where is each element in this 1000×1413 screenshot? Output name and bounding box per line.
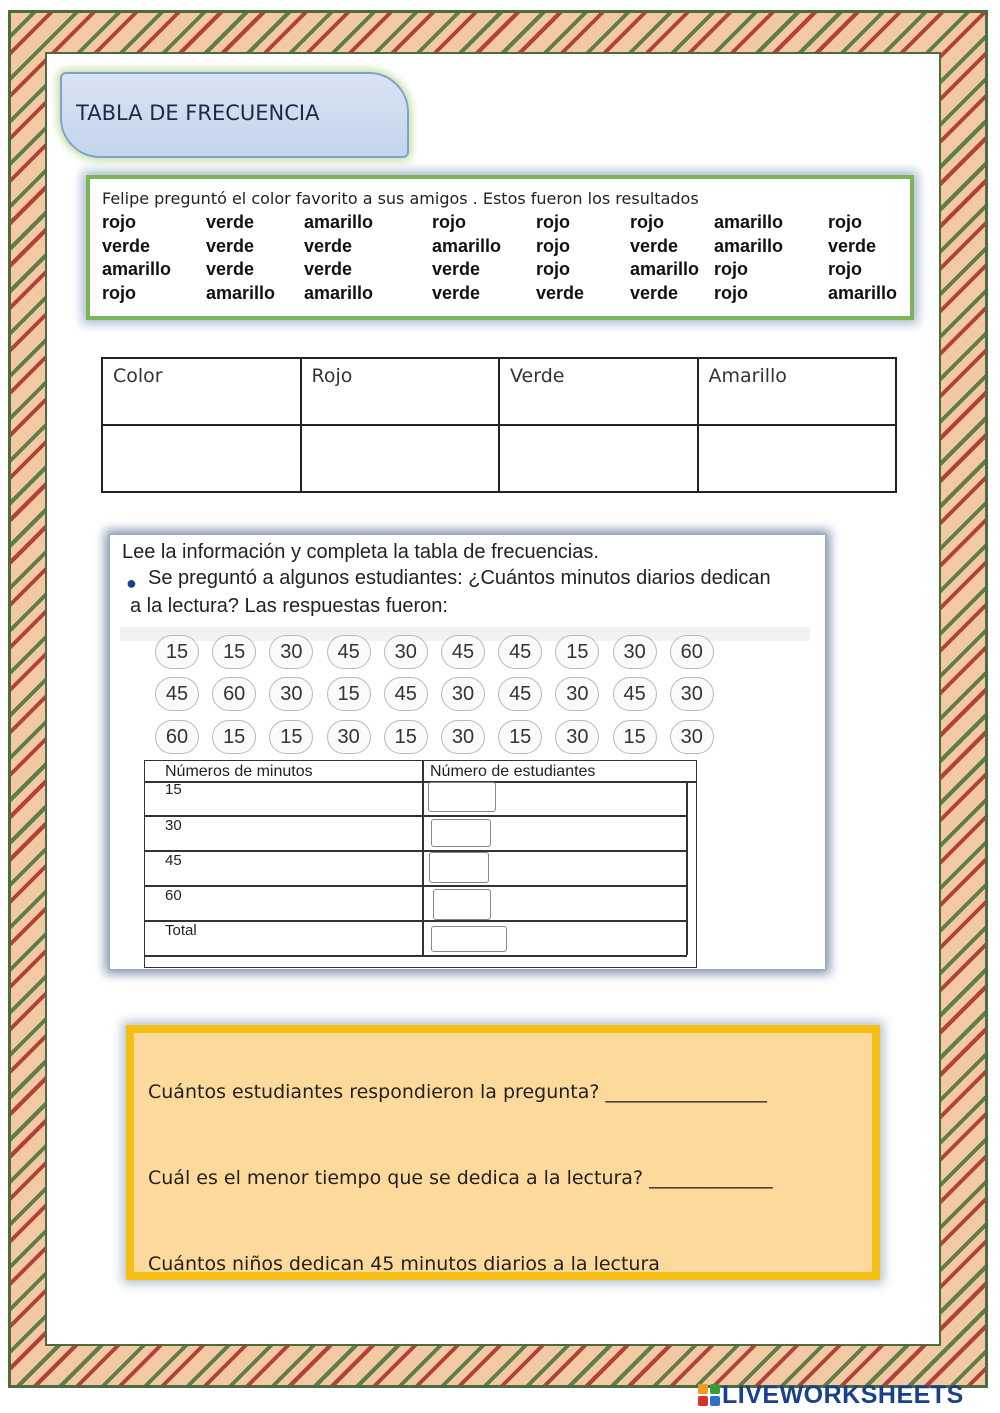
questions-box [126, 1025, 880, 1280]
minutes-value-pill: 15 [613, 720, 657, 754]
minutes-value-pill: 45 [613, 677, 657, 711]
answer-input[interactable] [429, 852, 489, 883]
minutes-heading: Lee la información y completa la tabla de frecuencias. [122, 541, 599, 563]
answer-input[interactable] [428, 782, 496, 812]
minutes-value-pill: 30 [670, 720, 714, 754]
color-word: verde [206, 259, 255, 279]
minutes-row-label: 30 [165, 817, 182, 834]
color-word: verde [304, 236, 353, 256]
page-title: TABLA DE FRECUENCIA [76, 101, 320, 125]
color-word: verde [432, 283, 481, 303]
color-table-answer-row [102, 425, 896, 492]
minutes-value-pill: 45 [441, 635, 485, 669]
minutes-row-label: 15 [165, 781, 182, 798]
color-word: rojo [828, 259, 862, 279]
minutes-table-row [145, 817, 687, 852]
color-frequency-table [101, 357, 897, 493]
minutes-table-row [145, 922, 687, 957]
minutes-value-pill: 45 [498, 677, 542, 711]
minutes-value-pill: 15 [212, 635, 256, 669]
minutes-value-pill: 30 [613, 635, 657, 669]
minutes-value-pill: 30 [555, 677, 599, 711]
color-word: verde [630, 236, 679, 256]
minutes-table-header: Número de estudiantes [430, 763, 596, 780]
minutes-value-pill: 15 [212, 720, 256, 754]
minutes-value-pill: 30 [327, 720, 371, 754]
minutes-table-row [145, 887, 687, 922]
minutes-row-label: Total [165, 922, 197, 939]
minutes-value-pill: 15 [327, 677, 371, 711]
color-word: rojo [714, 259, 748, 279]
question-2: Cuál es el menor tiempo que se dedica a la lectura? _____________ [148, 1167, 773, 1189]
color-word: verde [304, 259, 353, 279]
minutes-value-pill: 30 [555, 720, 599, 754]
color-answer-cell[interactable] [301, 425, 500, 492]
color-word: verde [432, 259, 481, 279]
bullet-icon: ● [126, 573, 137, 593]
minutes-table-row [145, 852, 687, 887]
color-word: rojo [828, 212, 862, 232]
color-word: verde [828, 236, 877, 256]
color-word: rojo [102, 283, 136, 303]
color-word: amarillo [206, 283, 276, 303]
colors-intro: Felipe preguntó el color favorito a sus amigos . Estos fueron los resultados [102, 189, 699, 208]
minutes-value-pill: 15 [555, 635, 599, 669]
minutes-value-pill: 15 [384, 720, 428, 754]
color-word: rojo [102, 212, 136, 232]
answer-input[interactable] [431, 819, 491, 847]
color-word: rojo [432, 212, 466, 232]
color-word: amarillo [102, 259, 172, 279]
color-word: rojo [536, 212, 570, 232]
minutes-value-pill: 30 [384, 635, 428, 669]
minutes-value-pill: 30 [441, 720, 485, 754]
answer-input[interactable] [433, 889, 491, 920]
color-table-header-row [102, 358, 896, 425]
minutes-value-pill: 60 [212, 677, 256, 711]
minutes-value-pill: 30 [269, 635, 313, 669]
minutes-table-row [145, 781, 687, 817]
color-word: amarillo [304, 212, 374, 232]
minutes-question-line1: Se preguntó a algunos estudiantes: ¿Cuántos minutos diarios dedican [148, 567, 771, 589]
colors-results-box [86, 175, 914, 320]
color-word: amarillo [432, 236, 502, 256]
color-word: verde [630, 283, 679, 303]
color-answer-cell[interactable] [698, 425, 897, 492]
minutes-row-label: 60 [165, 887, 182, 904]
color-table-header: Amarillo [698, 358, 897, 425]
minutes-row-label: 45 [165, 852, 182, 869]
minutes-value-pill: 15 [155, 635, 199, 669]
minutes-panel [109, 534, 826, 970]
color-word: verde [102, 236, 151, 256]
minutes-value-pill: 15 [498, 720, 542, 754]
answer-input[interactable] [431, 926, 507, 952]
color-word: amarillo [714, 212, 784, 232]
liveworksheets-logo-icon [698, 1384, 720, 1406]
minutes-value-pill: 45 [155, 677, 199, 711]
question-1: Cuántos estudiantes respondieron la pregunta? _________________ [148, 1081, 767, 1103]
color-table-header: Rojo [301, 358, 500, 425]
color-word: amarillo [304, 283, 374, 303]
color-word: amarillo [630, 259, 700, 279]
minutes-frequency-table [144, 760, 697, 968]
minutes-value-pill: 30 [269, 677, 313, 711]
color-word: rojo [536, 259, 570, 279]
minutes-value-pill: 60 [670, 635, 714, 669]
color-answer-cell[interactable] [102, 425, 301, 492]
minutes-value-pill: 15 [269, 720, 313, 754]
minutes-value-pill: 30 [670, 677, 714, 711]
color-table-header: Verde [499, 358, 698, 425]
minutes-value-pill: 30 [441, 677, 485, 711]
color-word: rojo [536, 236, 570, 256]
color-answer-cell[interactable] [499, 425, 698, 492]
title-banner [60, 72, 409, 158]
minutes-value-pill: 45 [498, 635, 542, 669]
minutes-table-header: Números de minutos [165, 763, 313, 780]
color-word: amarillo [714, 236, 784, 256]
minutes-table-header-row [145, 761, 696, 783]
color-word: rojo [714, 283, 748, 303]
color-word: verde [536, 283, 585, 303]
color-table-header: Color [102, 358, 301, 425]
minutes-value-pill: 60 [155, 720, 199, 754]
color-word: verde [206, 236, 255, 256]
color-word: rojo [630, 212, 664, 232]
color-word: amarillo [828, 283, 898, 303]
minutes-value-pill: 45 [327, 635, 371, 669]
watermark-text: LIVEWORKSHEETS [722, 1381, 964, 1409]
minutes-value-pill: 45 [384, 677, 428, 711]
question-3: Cuántos niños dedican 45 minutos diarios a la lectura [148, 1253, 660, 1275]
minutes-question-line2: a la lectura? Las respuestas fueron: [130, 595, 448, 617]
color-word: verde [206, 212, 255, 232]
